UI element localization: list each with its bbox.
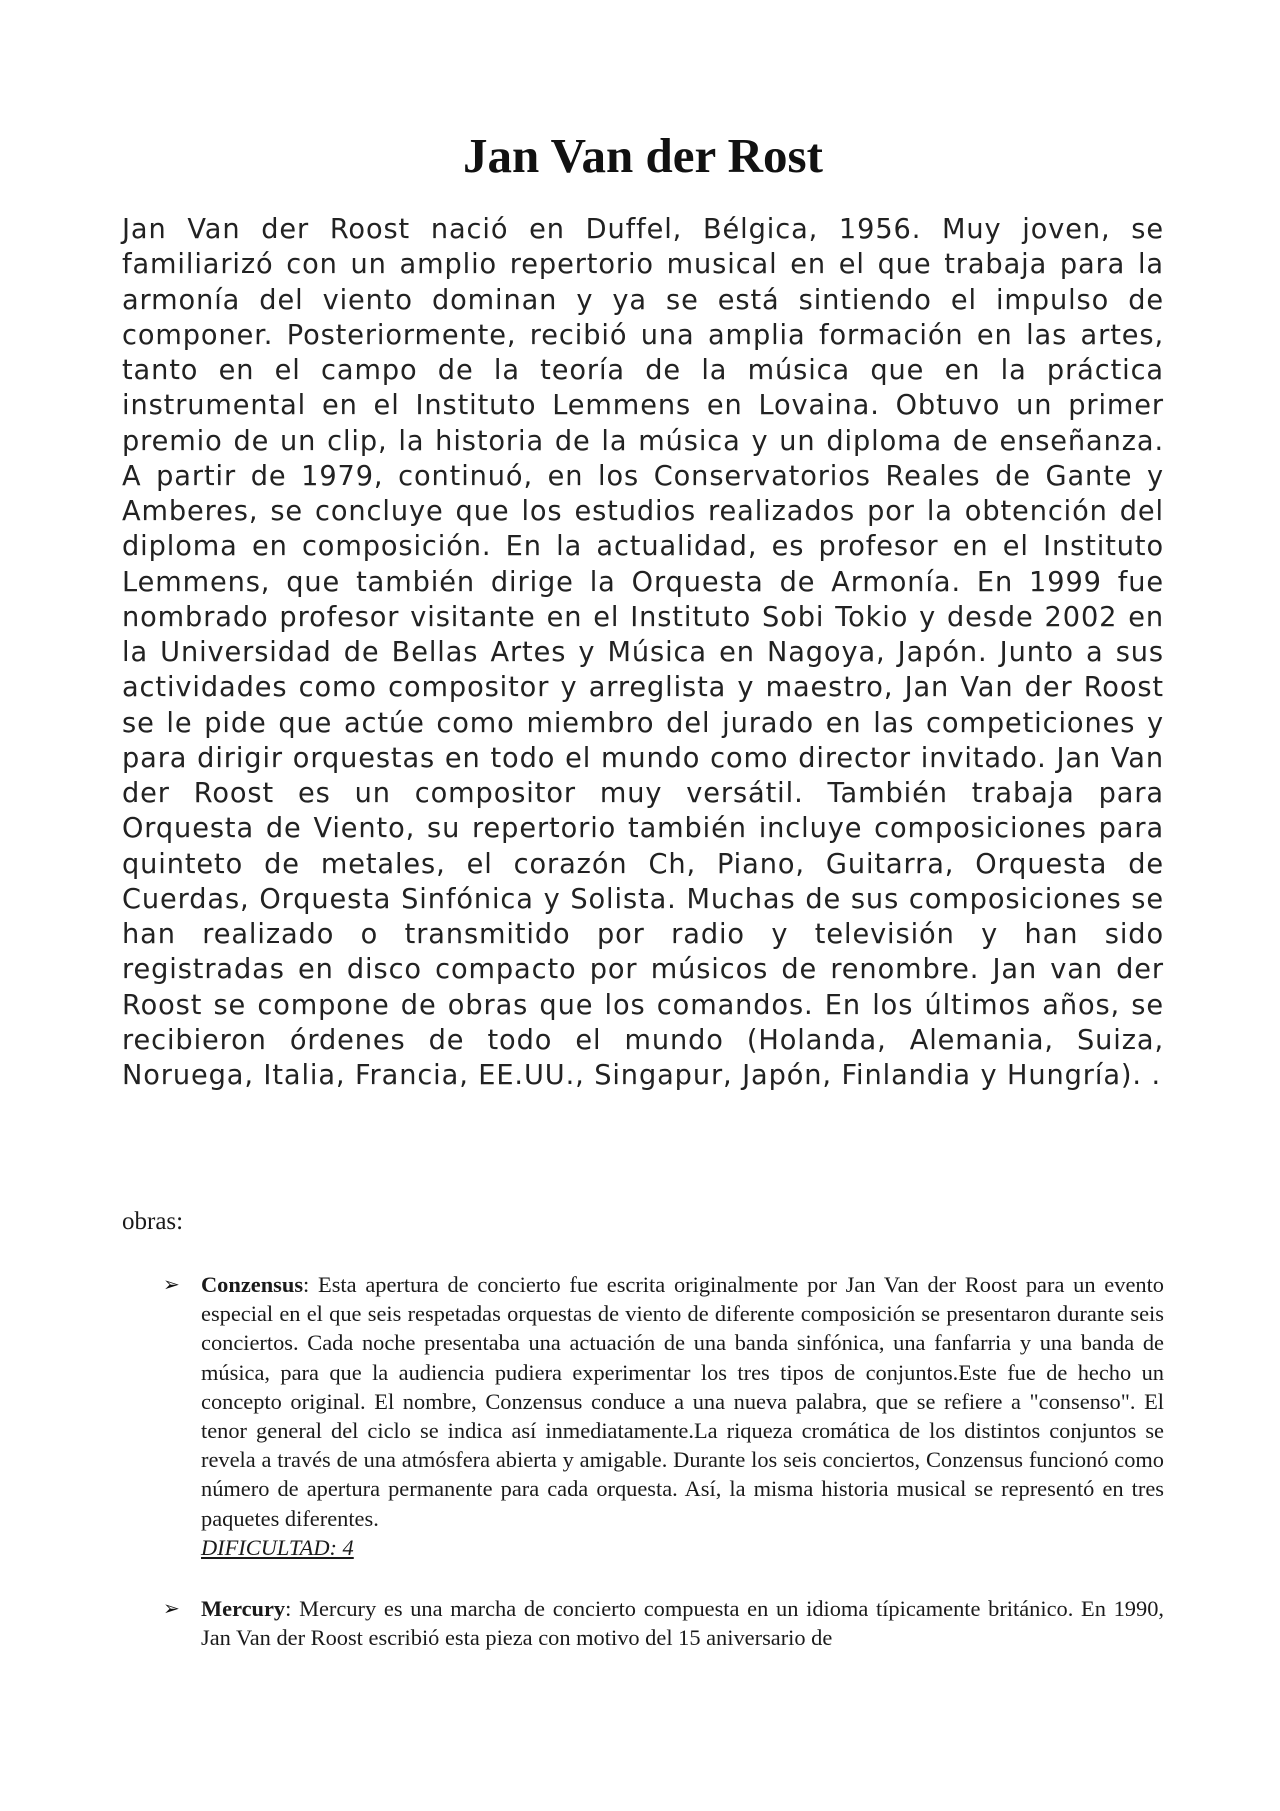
- work-item-mercury: [122, 1594, 1164, 1652]
- work-title: Conzensus: [201, 1272, 304, 1297]
- work-difficulty: DIFICULTAD: 4: [201, 1534, 354, 1560]
- work-description: Esta apertura de concierto fue escrita originalmente por Jan Van der Roost para un evento especial en el que seis respetadas orquestas de viento de diferente composición se presentaron durante seis conciertos. Cada noche presentaba una actuación de una banda sinfónica, una fanfarria y una banda de música, para que la audiencia pudiera experimentar los tres tipos de conjuntos.Este fue de hecho un concepto original. El nombre, Conzensus conduce a una nueva palabra, que se refiere a "consenso". El tenor general del ciclo se indica así inmediatamente.La riqueza cromática de los distintos conjuntos se revela a través de una atmósfera abierta y amigable. Durante los seis conciertos, Conzensus funcionó como número de apertura permanente para cada orquesta. Así, la misma historia musical se representó en tres paquetes diferentes.: [201, 1272, 1164, 1531]
- work-title: Mercury: [201, 1596, 286, 1622]
- work-item-conzensus: [122, 1270, 1164, 1562]
- arrow-bullet-icon: ➢: [163, 1596, 180, 1621]
- works-label: obras:: [122, 1208, 184, 1235]
- works-list: [122, 1270, 1164, 1684]
- work-separator: :: [303, 1272, 310, 1297]
- work-description: Mercury es una marcha de concierto compuesta en un idioma típicamente británico. En 1990, Jan Van der Roost escribió esta pieza con motivo del 15 aniversario de: [201, 1596, 1164, 1651]
- work-separator: :: [285, 1596, 292, 1622]
- arrow-bullet-icon: ➢: [163, 1272, 180, 1296]
- biography-paragraph: Jan Van der Roost nació en Duffel, Bélgica, 1956. Muy joven, se familiarizó con un amplio repertorio musical en el que trabaja para la armonía del viento dominan y ya se está sintiendo el impulso de componer. Posteriormente, recibió una amplia formación en las artes, tanto en el campo de la teoría de la música que en la práctica instrumental en el Instituto Lemmens en Lovaina. Obtuvo un primer premio de un clip, la historia de la música y un diploma de enseñanza. A partir de 1979, continuó, en los Conservatorios Reales de Gante y Amberes, se concluye que los estudios realizados por la obtención del diploma en composición. En la actualidad, es profesor en el Instituto Lemmens, que también dirige la Orquesta de Armonía. En 1999 fue nombrado profesor visitante en el Instituto Sobi Tokio y desde 2002 en la Universidad de Bellas Artes y Música en Nagoya, Japón. Junto a sus actividades como compositor y arreglista y maestro, Jan Van der Roost se le pide que actúe como miembro del jurado en las competiciones y para dirigir orquestas en todo el mundo como director invitado. Jan Van der Roost es un compositor muy versátil. También trabaja para Orquesta de Viento, su repertorio también incluye composiciones para quinteto de metales, el corazón Ch, Piano, Guitarra, Orquesta de Cuerdas, Orquesta Sinfónica y Solista. Muchas de sus composiciones se han realizado o transmitido por radio y televisión y han sido registradas en disco compacto por músicos de renombre. Jan van der Roost se compone de obras que los comandos. En los últimos años, se recibieron órdenes de todo el mundo (Holanda, Alemania, Suiza, Noruega, Italia, Francia, EE.UU., Singapur, Japón, Finlandia y Hungría). .: [122, 214, 1164, 1091]
- page-title: Jan Van der Rost: [463, 128, 823, 183]
